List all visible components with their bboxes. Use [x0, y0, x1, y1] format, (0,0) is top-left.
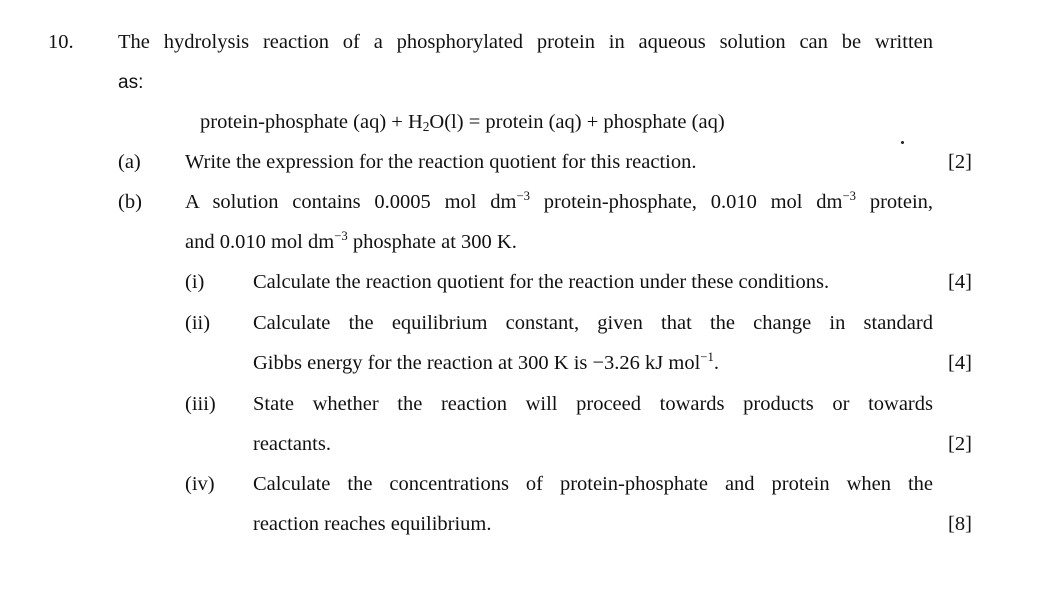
part-a-text: Write the expression for the reaction quotient for this reaction.	[185, 151, 697, 173]
subpart-i-text: Calculate the reaction quotient for the reaction under these conditions.	[253, 271, 830, 293]
subpart-iv-label: (iv)	[185, 473, 215, 495]
water-subscript: 2	[422, 119, 430, 135]
subpart-i-label: (i)	[185, 271, 205, 293]
question-number: 10.	[48, 31, 74, 53]
part-b-label: (b)	[118, 191, 142, 213]
subpart-iv-line-2: reaction reaches equilibrium.	[253, 513, 492, 535]
subpart-ii-marks: [4]	[948, 352, 972, 374]
subpart-iii-label: (iii)	[185, 393, 216, 415]
subpart-ii-line-1: Calculate the equilibrium constant, given that the change in standard	[253, 312, 933, 334]
subpart-i-marks: [4]	[948, 271, 972, 293]
part-a-marks: [2]	[948, 151, 972, 173]
stray-dot	[901, 141, 904, 144]
equation-reactant: protein-phosphate (aq) + H	[200, 111, 423, 133]
part-b-line-2: and 0.010 mol $dm^{-3}$ phosphate at 300 K.	[185, 229, 517, 253]
part-a-label: (a)	[118, 151, 141, 173]
subpart-iii-line-2: reactants.	[253, 433, 331, 455]
subpart-iii-line-1: State whether the reaction will proceed towards products or towards	[253, 393, 933, 415]
subpart-iv-marks: [8]	[948, 513, 972, 535]
reaction-equation	[200, 112, 725, 133]
subpart-ii-label: (ii)	[185, 312, 211, 334]
subpart-ii-line-2: Gibbs energy for the reaction at 300 K is −3.26 kJ mol$^{-1}$.	[253, 350, 719, 374]
equation-products: O(l) = protein (aq) + phosphate (aq)	[429, 111, 725, 133]
question-intro-line-2: as:	[118, 72, 144, 93]
subpart-iv-line-1: Calculate the concentrations of protein-phosphate and protein when the	[253, 473, 933, 495]
subpart-iii-marks: [2]	[948, 433, 972, 455]
part-b-line-1: A solution contains 0.0005 mol $dm^{-3}$ protein-phosphate, 0.010 mol $dm^{-3}$ protein,	[185, 189, 934, 213]
question-intro-line-1: The hydrolysis reaction of a phosphorylated protein in aqueous solution can be written	[118, 31, 933, 53]
